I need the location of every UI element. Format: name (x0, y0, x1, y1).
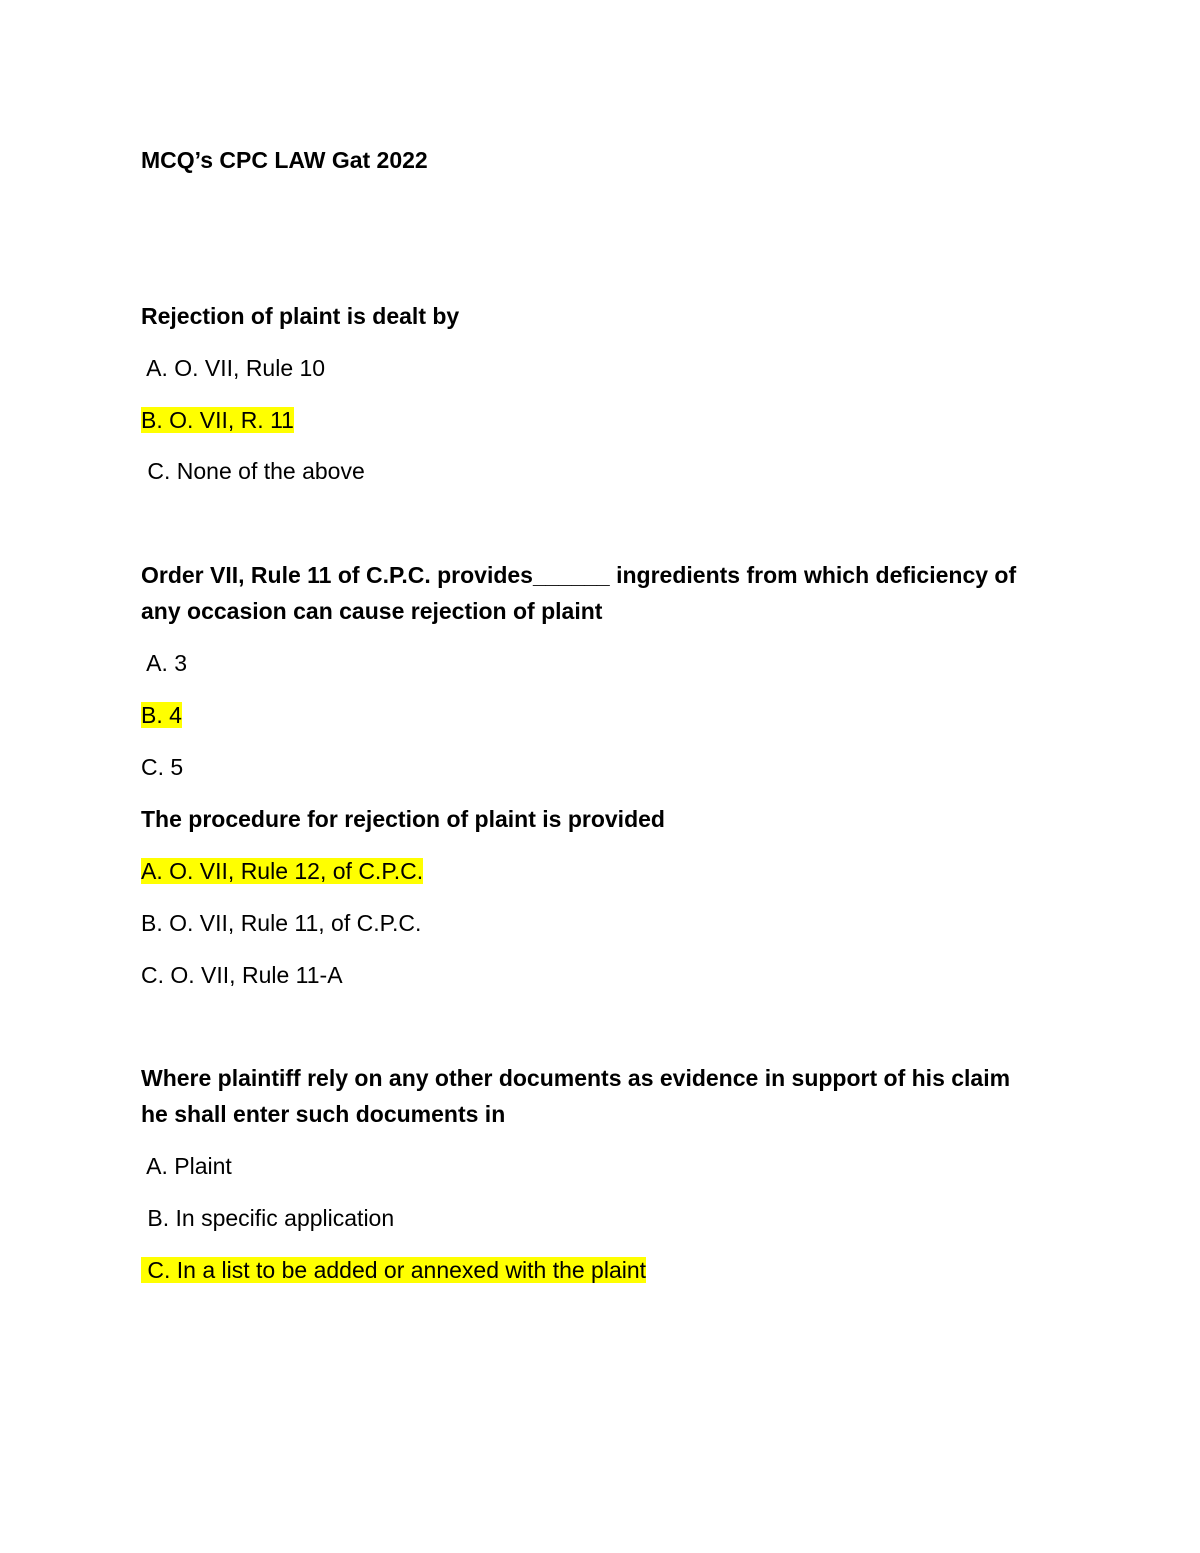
question-2-option-c: C. 5 (141, 754, 184, 780)
question-1-option-a: A. O. VII, Rule 10 (141, 355, 326, 381)
question-2-option-a: A. 3 (141, 650, 188, 676)
question-1-text: Rejection of plaint is dealt by (141, 303, 460, 329)
question-2-option-b (141, 697, 182, 733)
question-1-option-c: C. None of the above (141, 458, 365, 484)
question-4-text-line-1: Where plaintiff rely on any other documents as evidence in support of his claim (141, 1065, 1011, 1091)
correct-answer-highlight: C. In a list to be added or annexed with the plaint (141, 1257, 647, 1283)
question-4-option-b: B. In specific application (141, 1205, 395, 1231)
correct-answer-highlight: B. 4 (141, 702, 182, 728)
question-2-text-line-1: Order VII, Rule 11 of C.P.C. provides______ ingredients from which deficiency of (141, 562, 1017, 588)
question-1-option-b (141, 402, 294, 438)
question-3-option-c: C. O. VII, Rule 11-A (141, 962, 343, 988)
document-title: MCQ’s CPC LAW Gat 2022 (141, 147, 428, 173)
question-4-option-a: A. Plaint (141, 1153, 232, 1179)
correct-answer-highlight: B. O. VII, R. 11 (141, 407, 294, 433)
question-4-option-c (141, 1252, 646, 1288)
question-3-text: The procedure for rejection of plaint is provided (141, 806, 665, 832)
question-3-option-b: B. O. VII, Rule 11, of C.P.C. (141, 910, 422, 936)
question-4-text-line-2: he shall enter such documents in (141, 1101, 506, 1127)
question-2-text-line-2: any occasion can cause rejection of plaint (141, 598, 603, 624)
correct-answer-highlight: A. O. VII, Rule 12, of C.P.C. (141, 858, 424, 884)
question-3-option-a (141, 853, 423, 889)
